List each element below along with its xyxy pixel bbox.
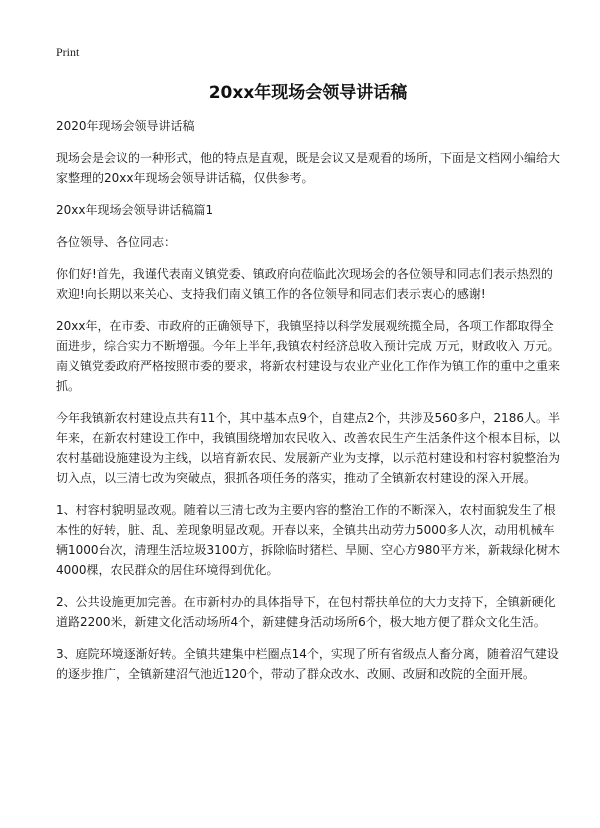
subtitle-line: 2020年现场会领导讲话稿 xyxy=(56,119,195,133)
body-paragraph-construction: 今年我镇新农村建设点共有11个，其中基本点9个，自建点2个，共涉及560多户，2186人。半年来，在新农村建设工作中，我镇围绕增加农民收入、改善农民生产生活条件这个根本目标，以农村基础设施建设为主线，以培育新农民、发展新产业为支撑，以示范村建设和村容村貌整治为切入点，以三清七改为突破点，狠抓各项任务的落实，推动了全镇新农村建设的深入开展。 xyxy=(56,411,561,485)
intro-paragraph: 现场会是会议的一种形式，他的特点是直观，既是会议又是观看的场所，下面是文档网小编给大家整理的20xx年现场会领导讲话稿，仅供参考。 xyxy=(56,151,561,185)
section-heading: 20xx年现场会领导讲话稿篇1 xyxy=(56,203,214,217)
body-paragraph-item-3: 3、庭院环境逐渐好转。全镇共建集中栏圈点14个，实现了所有省级点人畜分离，随着沼气建设的逐步推广，全镇新建沼气池近120个，带动了群众改水、改厕、改厨和改院的全面开展。 xyxy=(56,647,559,681)
body-paragraph-welcome: 你们好!首先，我谨代表南义镇党委、镇政府向莅临此次现场会的各位领导和同志们表示热烈的欢迎!向长期以来关心、支持我们南义镇工作的各位领导和同志们表示衷心的感谢! xyxy=(56,267,553,301)
salutation: 各位领导、各位同志： xyxy=(56,235,177,249)
print-link[interactable]: Print xyxy=(56,45,80,59)
body-paragraph-item-1: 1、村容村貌明显改观。随着以三清七改为主要内容的整治工作的不断深入，农村面貌发生了根本性的好转，脏、乱、差现象明显改观。开春以来，全镇共出动劳力5000多人次，动用机械车辆1000台次，清理生活垃圾3100方，拆除临时猪栏、旱厕、空心方980平方米，新栽绿化树木4000棵，农民群众的居住环境得到优化。 xyxy=(56,503,560,577)
body-paragraph-item-2: 2、公共设施更加完善。在市新村办的具体指导下，在包村帮扶单位的大力支持下，全镇新硬化道路2200米，新建文化活动场所4个，新建健身活动场所6个，极大地方便了群众文化生活。 xyxy=(56,595,556,629)
body-paragraph-economy: 20xx年，在市委、市政府的正确领导下，我镇坚持以科学发展观统揽全局，各项工作都取得全面进步，综合实力不断增强。今年上半年,我镇农村经济总收入预计完成 万元，财政收入 万元。南义镇党委政府严格按照市委的要求，将新农村建设与农业产业化工作作为镇工作的重中之重来抓。 xyxy=(56,319,561,393)
page-title: 20xx年现场会领导讲话稿 xyxy=(208,83,408,103)
